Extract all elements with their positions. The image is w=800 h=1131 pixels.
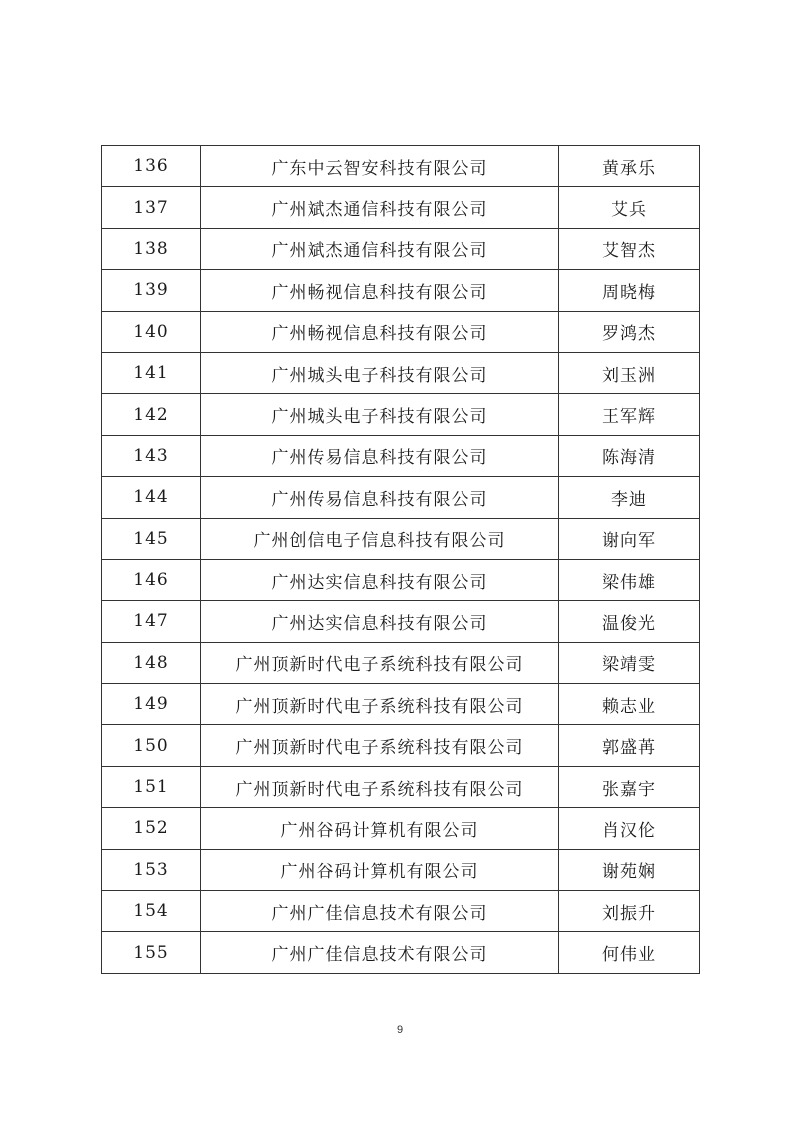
company-name: 广州谷码计算机有限公司 xyxy=(201,808,559,849)
person-name: 刘振升 xyxy=(559,891,700,932)
company-name: 广州谷码计算机有限公司 xyxy=(201,849,559,890)
company-name: 广州畅视信息科技有限公司 xyxy=(201,311,559,352)
company-name: 广州城头电子科技有限公司 xyxy=(201,394,559,435)
company-name: 广州顶新时代电子系统科技有限公司 xyxy=(201,766,559,807)
company-name: 广东中云智安科技有限公司 xyxy=(201,146,559,187)
company-name: 广州畅视信息科技有限公司 xyxy=(201,270,559,311)
table-row xyxy=(102,891,700,932)
person-name: 梁伟雄 xyxy=(559,559,700,600)
person-name: 李迪 xyxy=(559,477,700,518)
row-number: 149 xyxy=(102,684,201,725)
person-name: 刘玉洲 xyxy=(559,352,700,393)
table-row xyxy=(102,311,700,352)
person-name: 何伟业 xyxy=(559,932,700,973)
table-row xyxy=(102,684,700,725)
table-body xyxy=(102,146,700,974)
person-name: 艾智杰 xyxy=(559,228,700,269)
table-row xyxy=(102,766,700,807)
company-name: 广州顶新时代电子系统科技有限公司 xyxy=(201,684,559,725)
person-name: 艾兵 xyxy=(559,187,700,228)
row-number: 138 xyxy=(102,228,201,269)
row-number: 143 xyxy=(102,435,201,476)
row-number: 140 xyxy=(102,311,201,352)
company-name: 广州广佳信息技术有限公司 xyxy=(201,891,559,932)
table-row xyxy=(102,146,700,187)
row-number: 139 xyxy=(102,270,201,311)
table-row xyxy=(102,725,700,766)
table-row xyxy=(102,394,700,435)
company-name: 广州传易信息科技有限公司 xyxy=(201,435,559,476)
row-number: 152 xyxy=(102,808,201,849)
row-number: 145 xyxy=(102,518,201,559)
company-name: 广州达实信息科技有限公司 xyxy=(201,601,559,642)
person-name: 郭盛苒 xyxy=(559,725,700,766)
company-name: 广州传易信息科技有限公司 xyxy=(201,477,559,518)
row-number: 150 xyxy=(102,725,201,766)
row-number: 154 xyxy=(102,891,201,932)
table-row xyxy=(102,849,700,890)
company-name: 广州斌杰通信科技有限公司 xyxy=(201,187,559,228)
row-number: 137 xyxy=(102,187,201,228)
person-name: 周晓梅 xyxy=(559,270,700,311)
table-row xyxy=(102,642,700,683)
table-row xyxy=(102,187,700,228)
person-name: 黄承乐 xyxy=(559,146,700,187)
person-name: 王军辉 xyxy=(559,394,700,435)
company-name: 广州顶新时代电子系统科技有限公司 xyxy=(201,642,559,683)
company-name: 广州城头电子科技有限公司 xyxy=(201,352,559,393)
row-number: 141 xyxy=(102,352,201,393)
company-name: 广州斌杰通信科技有限公司 xyxy=(201,228,559,269)
table-row xyxy=(102,601,700,642)
company-name: 广州达实信息科技有限公司 xyxy=(201,559,559,600)
row-number: 147 xyxy=(102,601,201,642)
company-name: 广州广佳信息技术有限公司 xyxy=(201,932,559,973)
person-name: 梁靖雯 xyxy=(559,642,700,683)
person-name: 罗鸿杰 xyxy=(559,311,700,352)
person-name: 张嘉宇 xyxy=(559,766,700,807)
row-number: 136 xyxy=(102,146,201,187)
table-row xyxy=(102,808,700,849)
table-row xyxy=(102,518,700,559)
row-number: 151 xyxy=(102,766,201,807)
person-name: 陈海清 xyxy=(559,435,700,476)
person-name: 肖汉伦 xyxy=(559,808,700,849)
row-number: 148 xyxy=(102,642,201,683)
person-name: 谢向军 xyxy=(559,518,700,559)
company-name: 广州创信电子信息科技有限公司 xyxy=(201,518,559,559)
person-name: 赖志业 xyxy=(559,684,700,725)
row-number: 144 xyxy=(102,477,201,518)
personnel-table xyxy=(101,145,700,974)
table-row xyxy=(102,477,700,518)
row-number: 146 xyxy=(102,559,201,600)
table-row xyxy=(102,559,700,600)
table-row xyxy=(102,270,700,311)
company-name: 广州顶新时代电子系统科技有限公司 xyxy=(201,725,559,766)
row-number: 155 xyxy=(102,932,201,973)
table-row xyxy=(102,352,700,393)
table-row xyxy=(102,932,700,973)
person-name: 谢苑娴 xyxy=(559,849,700,890)
row-number: 142 xyxy=(102,394,201,435)
table-row xyxy=(102,228,700,269)
page-number: 9 xyxy=(396,1024,404,1036)
table-row xyxy=(102,435,700,476)
row-number: 153 xyxy=(102,849,201,890)
person-name: 温俊光 xyxy=(559,601,700,642)
